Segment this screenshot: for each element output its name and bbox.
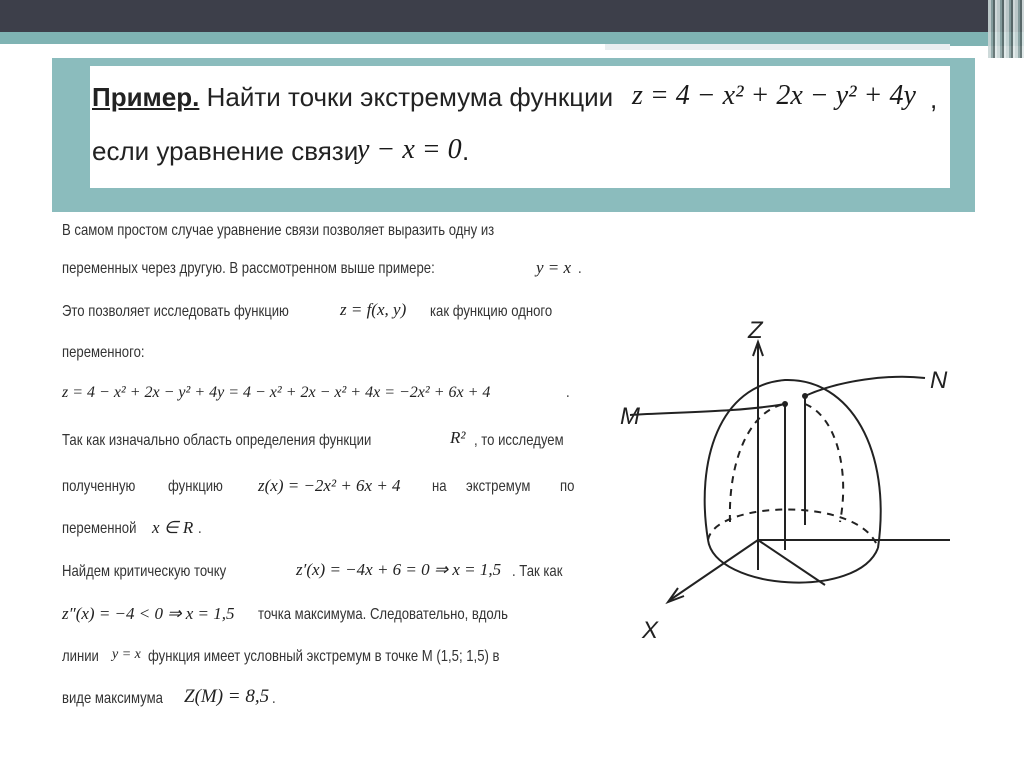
point-n	[802, 393, 808, 399]
header-line-1	[92, 82, 613, 113]
label-z: Z	[748, 317, 763, 344]
label-m: M	[620, 403, 640, 430]
text-p2b: переменного:	[62, 344, 145, 361]
text-p6a: линии	[62, 648, 99, 665]
text-p4c: переменной	[62, 520, 137, 537]
math-p6a: y = x	[112, 647, 141, 662]
text-p1b-end: .	[578, 260, 582, 277]
text-p3-end: .	[566, 384, 570, 401]
math-p3: z = 4 − x² + 2x − y² + 4y = 4 − x² + 2x − x² + 4x = −2x² + 6x + 4	[62, 384, 491, 401]
text-p4c-end: .	[198, 520, 202, 537]
diagonal-line	[758, 540, 825, 585]
text-p4b: полученную	[62, 478, 136, 495]
text-p4b-word2: функцию	[168, 478, 223, 495]
header-comma: ,	[930, 84, 938, 114]
top-light-bar	[605, 44, 950, 50]
math-p4a: R²	[450, 428, 466, 447]
x-axis	[670, 540, 758, 600]
header-text-1: Найти точки экстремума функции	[206, 82, 614, 112]
text-p7a-end: .	[272, 690, 276, 707]
text-p5b-end: точка максимума. Следовательно, вдоль	[258, 606, 508, 623]
text-p5a-end: . Так как	[512, 563, 563, 580]
math-p2a: z = f(x, y)	[340, 300, 407, 319]
example-label: Пример.	[92, 82, 200, 112]
math-p4c: x ∈ R	[152, 518, 194, 537]
text-p4b-end2: экстремум	[466, 478, 531, 495]
math-p5b: z″(x) = −4 < 0 ⇒ x = 1,5	[62, 604, 235, 623]
text-p7a: виде максимума	[62, 690, 163, 707]
curve-m	[630, 404, 785, 415]
text-p1a: В самом простом случае уравнение связи позволяет выразить одну из	[62, 222, 495, 239]
surface-diagram	[600, 300, 980, 650]
text-p4a-end: , то исследуем	[474, 432, 564, 449]
header-line-2: если уравнение связи	[92, 136, 359, 166]
math-p7a: Z(M) = 8,5	[184, 686, 270, 707]
header-formula-1: z = 4 − x² + 2x − y² + 4y	[632, 80, 916, 111]
math-p4b: z(x) = −2x² + 6x + 4	[258, 476, 401, 495]
top-dark-bar	[0, 0, 1024, 32]
text-p2a-end: как функцию одного	[430, 303, 553, 320]
math-p1b: y = x	[536, 258, 572, 277]
math-p5a: z′(x) = −4x + 6 = 0 ⇒ x = 1,5	[296, 560, 502, 579]
point-m	[782, 401, 788, 407]
corner-stripes	[988, 0, 1024, 58]
header-formula-2: y − x = 0	[357, 134, 462, 165]
text-p4b-end1: на	[432, 478, 447, 495]
text-p5a: Найдем критическую точку	[62, 563, 227, 580]
header-period: .	[462, 136, 470, 166]
text-p2a: Это позволяет исследовать функцию	[62, 303, 289, 320]
label-x: X	[642, 617, 659, 644]
inner-dashed-2	[805, 404, 843, 522]
text-p4b-end3: по	[560, 478, 575, 495]
top-white-line	[0, 44, 605, 47]
text-p4a: Так как изначально область определения функции	[62, 432, 372, 449]
text-p1b: переменных через другую. В рассмотренном выше примере:	[62, 260, 435, 277]
label-n: N	[930, 367, 948, 394]
text-p6a-end: функция имеет условный экстремум в точке М (1,5; 1,5) в	[148, 648, 500, 665]
curve-n	[805, 377, 925, 396]
base-front	[708, 540, 878, 583]
base-back	[708, 509, 878, 548]
